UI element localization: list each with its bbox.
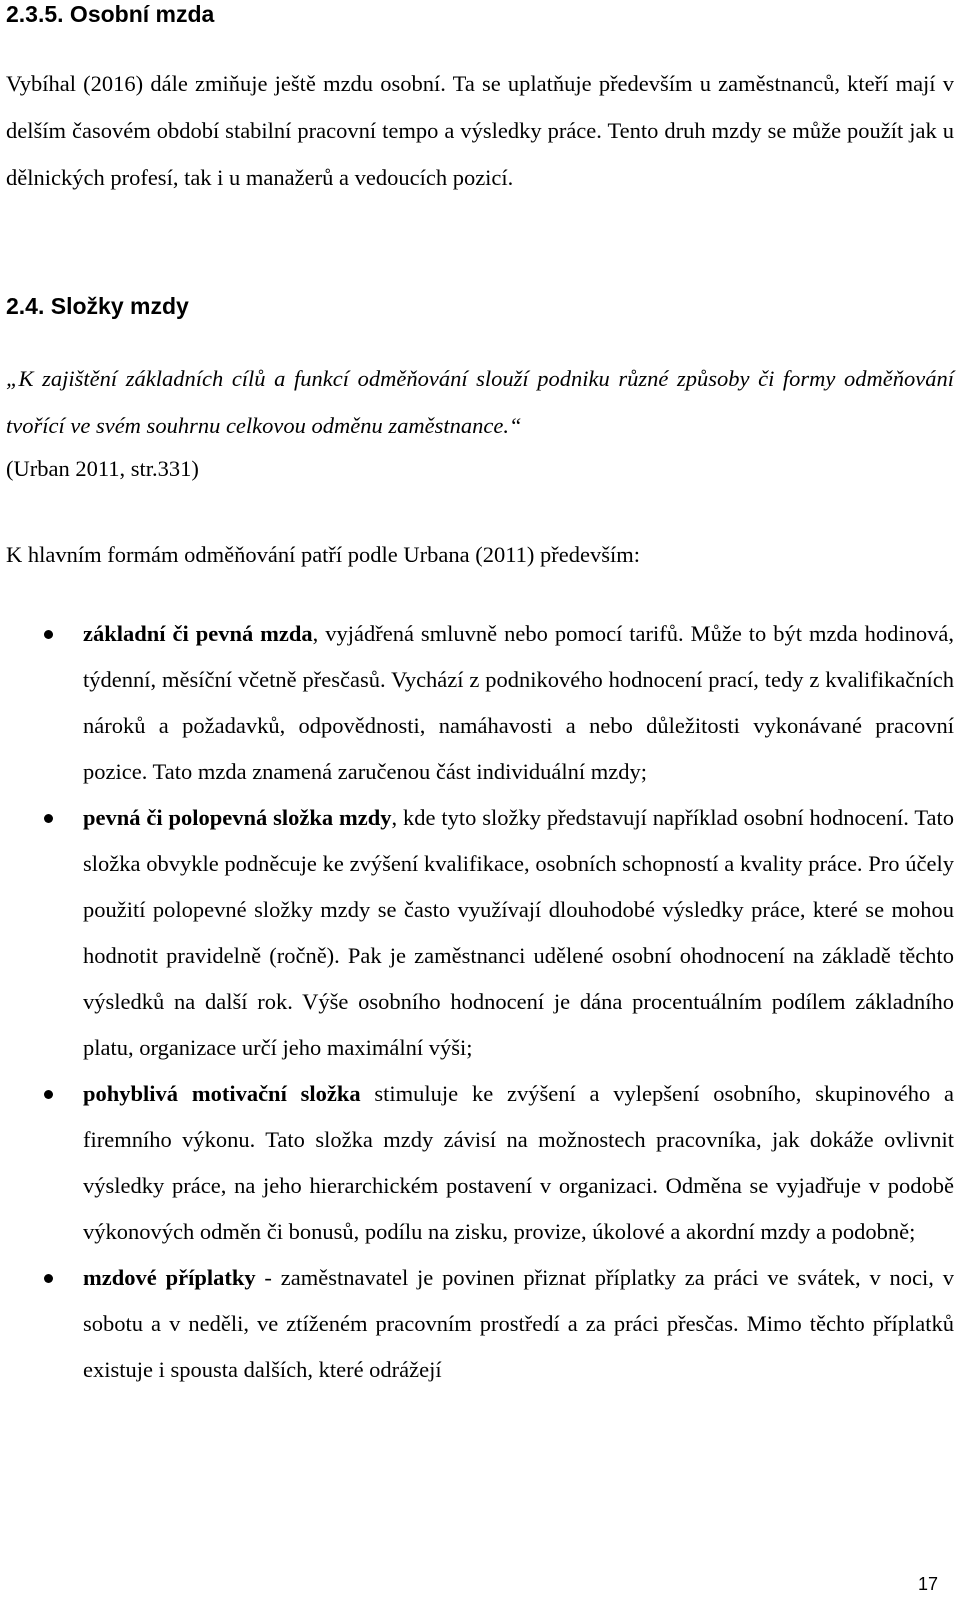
desc-zakladni-mzda: , vyjádřená smluvně nebo pomocí tarifů. Může to být mzda hodinová, týdenní, měsíční včetně přesčasů. Vychází z podnikového hodnocení prací, tedy z kvalifikačních nároků a požadavků, odpovědnosti, namáhavosti a nebo důležitosti vykonávané pracovní pozice. Tato mzda znamená zaručenou část individuální mzdy;: [83, 621, 955, 784]
list-item-pohybliva-slozka: [6, 1071, 954, 1255]
paragraph-osobni-mzda: Vybíhal (2016) dále zmiňuje ještě mzdu osobní. Ta se uplatňuje především u zaměstnanců, kteří mají v delším časovém období stabilní pracovní tempo a výsledky práce. Tento druh mzdy se může použít jak u dělnických profesí, tak i u manažerů a vedoucích pozicí.: [6, 71, 954, 190]
list-item-mzdove-priplatky: [6, 1255, 954, 1393]
desc-pevna-slozka: , kde tyto složky představují například osobní hodnocení. Tato složka obvykle podněcuje ke zvýšení kvalifikace, osobních schopností a kvality práce. Pro účely použití polopevné složky mzdy se často využívají dlouhodobé výsledky práce, které se mohou hodnotit pravidelně (ročně). Pak je zaměstnanci udělené osobní ohodnocení na základě těchto výsledků na další rok. Výše osobního hodnocení je dána procentuálním podílem základního platu, organizace určí jeho maximální výši;: [83, 805, 954, 1060]
bullet-icon: [44, 1274, 53, 1283]
page-number: 17: [917, 1574, 938, 1594]
term-mzdove-priplatky: mzdové příplatky: [83, 1265, 256, 1290]
citation-urban: (Urban 2011, str.331): [6, 456, 199, 481]
desc-mzdove-priplatky: - zaměstnavatel je povinen přiznat příplatky za práci ve svátek, v noci, v sobotu a v neděli, ve ztíženém pracovním prostředí a za práci přesčas. Mimo těchto příplatků existuje i spousta dalších, které odrážejí: [83, 1265, 954, 1382]
bullet-icon: [44, 630, 53, 639]
term-pohybliva-slozka: pohyblivá motivační složka: [83, 1081, 361, 1106]
term-zakladni-mzda: základní či pevná mzda: [83, 621, 313, 646]
bullet-icon: [44, 814, 53, 823]
term-pevna-slozka: pevná či polopevná složka mzdy: [83, 805, 392, 830]
bullet-icon: [44, 1090, 53, 1099]
desc-pohybliva-slozka: stimuluje ke zvýšení a vylepšení osobního, skupinového a firemního výkonu. Tato složka mzdy závisí na možnostech pracovníka, jak dokáže ovlivnit výsledky práce, na jeho hierarchickém postavení v organizaci. Odměna se vyjadřuje v podobě výkonových odměn či bonusů, podílu na zisku, provize, úkolové a akordní mzdy a podobně;: [83, 1081, 954, 1244]
forms-list: [6, 611, 954, 1393]
heading-235: 2.3.5. Osobní mzda: [6, 1, 215, 27]
heading-24: 2.4. Složky mzdy: [6, 293, 189, 319]
list-item-zakladni-mzda: [6, 611, 954, 795]
list-item-pevna-slozka: [6, 795, 954, 1071]
intro-forms: K hlavním formám odměňování patří podle Urbana (2011) především:: [6, 542, 640, 567]
quote-urban: „K zajištění základních cílů a funkcí odměňování slouží podniku různé způsoby či formy odměňování tvořící ve svém souhrnu celkovou odměnu zaměstnance.“: [6, 366, 954, 438]
